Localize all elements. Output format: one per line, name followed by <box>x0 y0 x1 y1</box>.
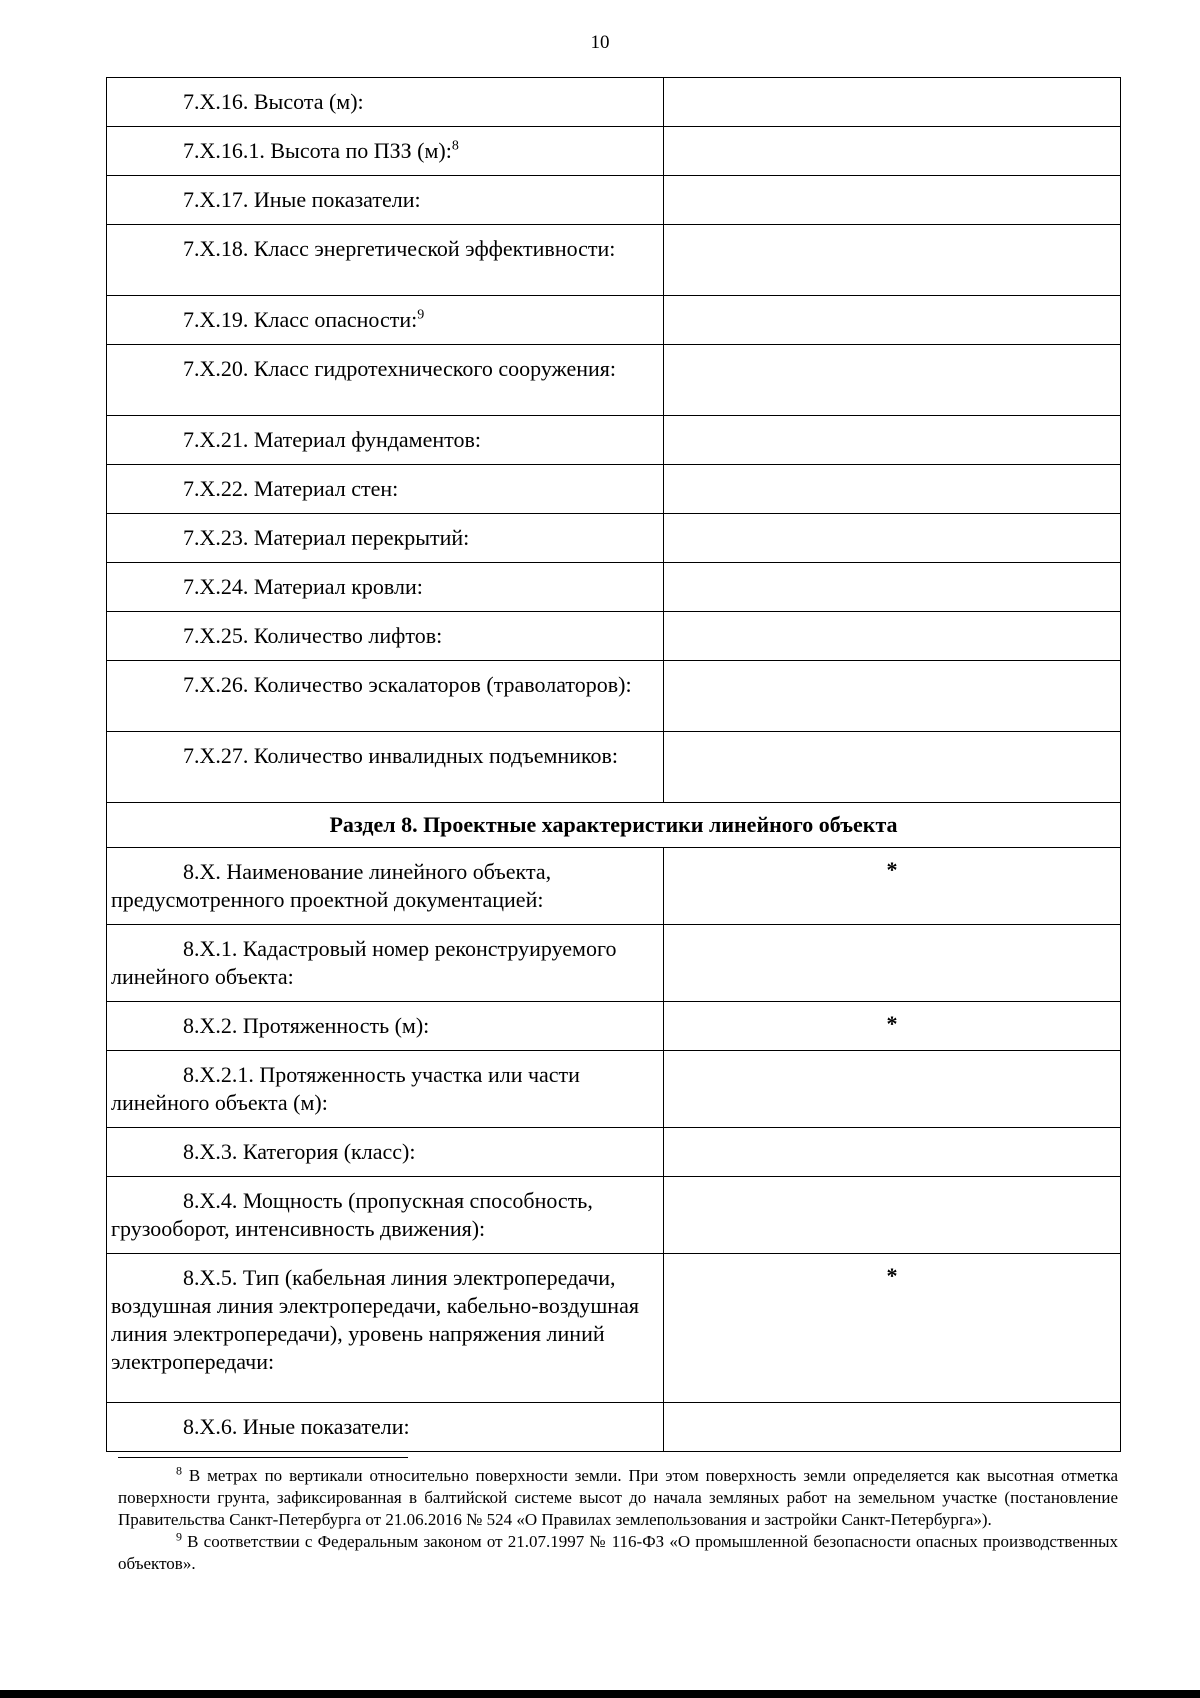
required-marker <box>664 563 1120 571</box>
row-label-text: 7.Х.22. Материал стен: <box>183 476 399 501</box>
row-label-cell <box>107 1051 664 1128</box>
footnotes <box>118 1465 1118 1575</box>
row-label-text: 7.Х.24. Материал кровли: <box>183 574 423 599</box>
row-label-cell <box>107 514 664 563</box>
required-marker <box>664 345 1120 353</box>
row-label <box>107 925 663 1001</box>
row-label-text: 7.Х.20. Класс гидротехнического сооружения: <box>183 356 616 381</box>
row-label <box>107 1002 663 1050</box>
row-label-text: 7.Х.27. Количество инвалидных подъемников: <box>183 743 619 768</box>
row-label-cell <box>107 925 664 1002</box>
required-marker <box>664 1051 1120 1059</box>
required-marker <box>664 514 1120 522</box>
table-body <box>107 78 1121 1452</box>
required-marker: * <box>886 1263 898 1288</box>
footnote-mark: 8 <box>176 1463 182 1478</box>
row-label <box>107 1128 663 1176</box>
row-value-cell <box>664 1128 1121 1177</box>
required-marker <box>664 225 1120 233</box>
row-label <box>107 416 663 464</box>
section-header-row <box>107 803 1121 848</box>
row-label-cell <box>107 732 664 803</box>
row-label-text: 8.Х.2.1. Протяженность участка или части линейного объекта (м): <box>111 1062 580 1115</box>
row-label-text: 7.Х.19. Класс опасности: <box>183 307 418 332</box>
row-label <box>107 514 663 562</box>
row-label-text: 8.Х.5. Тип (кабельная линия электропередачи, воздушная линия электропередачи, кабельно-воздушная линия электропередачи), уровень напряжения линий электропередачи: <box>111 1265 639 1374</box>
row-value-cell <box>664 1254 1121 1403</box>
footnote-reference: 9 <box>417 307 425 323</box>
row-label <box>107 225 663 273</box>
row-value-cell <box>664 732 1121 803</box>
table-row <box>107 1254 1121 1403</box>
row-label-cell <box>107 1177 664 1254</box>
row-value-cell <box>664 345 1121 416</box>
table-row <box>107 563 1121 612</box>
footnote-reference: 8 <box>451 138 459 154</box>
required-marker <box>664 127 1120 135</box>
row-label <box>107 127 663 175</box>
row-label-text: 8.Х.1. Кадастровый номер реконструируемого линейного объекта: <box>111 936 617 989</box>
row-label <box>107 1051 663 1127</box>
table-row <box>107 1051 1121 1128</box>
row-value-cell <box>664 465 1121 514</box>
row-label-text: 7.Х.17. Иные показатели: <box>183 187 421 212</box>
row-label <box>107 345 663 393</box>
row-label <box>107 1254 663 1386</box>
table-row <box>107 732 1121 803</box>
row-label <box>107 78 663 126</box>
footnote-text: В соответствии с Федеральным законом от 21.07.1997 № 116-ФЗ «О промышленной безопасности опасных производственных объектов». <box>118 1532 1118 1573</box>
row-label-cell <box>107 127 664 176</box>
row-value-cell <box>664 848 1121 925</box>
row-label <box>107 176 663 224</box>
footnote-8 <box>118 1465 1118 1531</box>
table-row <box>107 1002 1121 1051</box>
table-row <box>107 296 1121 345</box>
row-label-cell <box>107 1128 664 1177</box>
required-marker: * <box>886 857 898 882</box>
required-marker <box>664 1177 1120 1185</box>
row-label-cell <box>107 345 664 416</box>
table-row <box>107 925 1121 1002</box>
row-label-cell <box>107 1002 664 1051</box>
row-label-text: 7.Х.16.1. Высота по ПЗЗ (м): <box>183 138 452 163</box>
required-marker <box>664 465 1120 473</box>
row-label-cell <box>107 661 664 732</box>
row-value-cell <box>664 1002 1121 1051</box>
row-label-cell <box>107 465 664 514</box>
footnote-9 <box>118 1531 1118 1575</box>
row-label-cell <box>107 78 664 127</box>
page-number: 10 <box>590 32 610 53</box>
table-row <box>107 1403 1121 1452</box>
row-label <box>107 612 663 660</box>
row-label-cell <box>107 1403 664 1452</box>
table-row <box>107 127 1121 176</box>
required-marker <box>664 416 1120 424</box>
table-row <box>107 848 1121 925</box>
row-label-cell <box>107 176 664 225</box>
required-marker: * <box>886 1011 898 1036</box>
table-row <box>107 465 1121 514</box>
row-label-cell <box>107 612 664 661</box>
table-row <box>107 612 1121 661</box>
row-label <box>107 661 663 709</box>
row-label-text: 8.Х. Наименование линейного объекта, предусмотренного проектной документацией: <box>111 859 552 912</box>
row-label <box>107 1403 663 1451</box>
row-value-cell <box>664 416 1121 465</box>
row-value-cell <box>664 514 1121 563</box>
row-value-cell <box>664 127 1121 176</box>
footnote-separator <box>118 1457 408 1458</box>
row-label-cell <box>107 848 664 925</box>
table-row <box>107 416 1121 465</box>
table-row <box>107 345 1121 416</box>
row-label-cell <box>107 225 664 296</box>
table-row <box>107 1177 1121 1254</box>
row-label-text: 7.Х.18. Класс энергетической эффективности: <box>183 236 616 261</box>
row-label-text: 7.Х.23. Материал перекрытий: <box>183 525 470 550</box>
required-marker <box>664 1403 1120 1411</box>
row-value-cell <box>664 78 1121 127</box>
row-label-text: 7.Х.25. Количество лифтов: <box>183 623 443 648</box>
table-row <box>107 1128 1121 1177</box>
table-row <box>107 661 1121 732</box>
row-value-cell <box>664 563 1121 612</box>
row-label-text: 8.Х.2. Протяженность (м): <box>183 1013 430 1038</box>
row-value-cell <box>664 296 1121 345</box>
row-label <box>107 465 663 513</box>
row-value-cell <box>664 612 1121 661</box>
row-value-cell <box>664 1177 1121 1254</box>
row-label-cell <box>107 296 664 345</box>
required-marker <box>664 612 1120 620</box>
row-value-cell <box>664 1051 1121 1128</box>
table-row <box>107 78 1121 127</box>
row-label-text: 7.Х.16. Высота (м): <box>183 89 364 114</box>
table-row <box>107 225 1121 296</box>
row-label <box>107 296 663 344</box>
required-marker <box>664 78 1120 86</box>
row-label <box>107 563 663 611</box>
required-marker <box>664 661 1120 669</box>
table-row <box>107 514 1121 563</box>
required-marker <box>664 296 1120 304</box>
row-label-text: 8.Х.6. Иные показатели: <box>183 1414 410 1439</box>
row-label-text: 7.Х.26. Количество эскалаторов (траволаторов): <box>183 672 632 697</box>
row-value-cell <box>664 1403 1121 1452</box>
required-marker <box>664 925 1120 933</box>
characteristics-table <box>106 77 1121 1452</box>
table-row <box>107 176 1121 225</box>
row-label-cell <box>107 1254 664 1403</box>
row-label <box>107 1177 663 1253</box>
row-label-text: 7.Х.21. Материал фундаментов: <box>183 427 481 452</box>
section-title: Раздел 8. Проектные характеристики линейного объекта <box>107 803 1121 848</box>
row-value-cell <box>664 225 1121 296</box>
footnote-mark: 9 <box>176 1529 182 1544</box>
row-value-cell <box>664 661 1121 732</box>
row-label-text: 8.Х.4. Мощность (пропускная способность, грузооборот, интенсивность движения): <box>111 1188 593 1241</box>
row-label-cell <box>107 416 664 465</box>
row-label <box>107 848 663 924</box>
scan-edge <box>0 1690 1200 1698</box>
row-value-cell <box>664 925 1121 1002</box>
footnote-text: В метрах по вертикали относительно поверхности земли. При этом поверхность земли определяется как высотная отметка поверхности грунта, зафиксированная в балтийской системе высот до начала земляных работ на земельном участке (постановление Правительства Санкт-Петербурга от 21.06.2016 № 524 «О Правилах землепользования и застройки Санкт-Петербурга»). <box>118 1466 1119 1529</box>
required-marker <box>664 176 1120 184</box>
required-marker <box>664 732 1120 740</box>
row-value-cell <box>664 176 1121 225</box>
row-label-cell <box>107 563 664 612</box>
row-label-text: 8.Х.3. Категория (класс): <box>183 1139 416 1164</box>
required-marker <box>664 1128 1120 1136</box>
row-label <box>107 732 663 780</box>
